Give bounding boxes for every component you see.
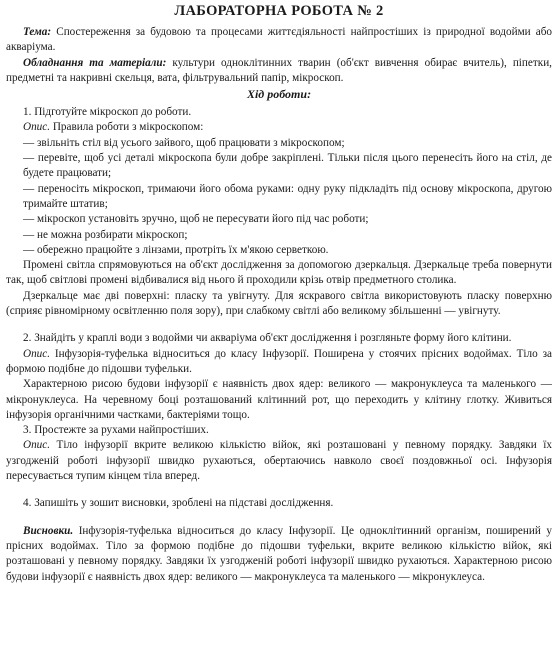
- step-1-desc-label: Опис.: [23, 121, 51, 134]
- step-3-desc-text: Тіло інфузорії вкрите великою кількістю війок, які розташовані у певному порядку. Завдяки їх узгодженій роботі інфузорії швидко рухаються, обертаючись навколо своєї поздовжньої осі. Інфузорія пересувається тупим кінцем тіла вперед.: [6, 439, 552, 483]
- page-title: ЛАБОРАТОРНА РОБОТА № 2: [174, 3, 384, 19]
- step-1-desc-text: Правила роботи з мікроскопом:: [50, 121, 204, 134]
- rule-item: — звільніть стіл від усього зайвого, щоб працювати з мікроскопом;: [23, 136, 345, 149]
- step-1-description: [6, 120, 552, 135]
- conclusions-label: Висновки.: [23, 524, 74, 537]
- rule-item: — перевіте, щоб усі деталі мікроскопа були добре закріплені. Тільки після цього перенесіть його на стіл, де будете працювати;: [23, 152, 552, 180]
- equipment-paragraph: [6, 56, 552, 87]
- light-paragraph-1: Промені світла спрямовуються на об'єкт дослідження за допомогою дзеркальця. Дзеркальце треба повернути так, щоб світлові промені відбивалися від нього й проходили крізь отвір предметного столика.: [6, 259, 552, 287]
- conclusions-paragraph: [6, 524, 552, 585]
- light-paragraph-2: Дзеркальце має дві поверхні: пласку та увігнуту. Для яскравого світла використовують пласку поверхню (сприяє рівномірному освітленню поля зору), при слабкому світлі або великому збільшенні — увігнуту.: [6, 289, 552, 318]
- rule-item: — мікроскоп установіть зручно, щоб не пересувати його під час роботи;: [23, 213, 369, 226]
- step-3-desc-label: Опис.: [23, 439, 51, 452]
- step-1: 1. Підготуйте мікроскоп до роботи.: [23, 106, 192, 119]
- step-2-paragraph: Характерною рисою будови інфузорії є наявність двох ядер: великого — макронуклеуса та маленького — мікронуклеуса. На черевному боці розташований клітинний рот, що переходить у клітину глотку. Живиться інфузорія органічними частками, бактеріями тощо.: [6, 378, 552, 421]
- step-3-description: [6, 438, 552, 484]
- step-2-desc-label: Опис.: [23, 347, 51, 360]
- step-2-description: [6, 347, 552, 378]
- theme-label: Тема:: [23, 26, 52, 38]
- section-heading: Хід роботи:: [246, 87, 312, 102]
- equipment-label: Обладнання та матеріали:: [23, 56, 167, 69]
- document-page: [6, 0, 552, 585]
- rule-item: — переносіть мікроскоп, тримаючи його обома руками: одну руку підкладіть під основу мікроскопа, другою тримайте штатив;: [23, 182, 552, 210]
- theme-paragraph: [6, 25, 552, 56]
- step-3: 3. Простежте за рухами найпростіших.: [23, 424, 209, 437]
- step-2: 2. Знайдіть у краплі води з водойми чи акваріума об'єкт дослідження і розгляньте форму його клітини.: [23, 332, 512, 345]
- step-4: 4. Запишіть у зошит висновки, зроблені на підставі дослідження.: [23, 497, 334, 510]
- rule-item: — обережно працюйте з лінзами, протріть їх м'якою серветкою.: [23, 243, 329, 256]
- conclusions-text: Інфузорія-туфелька відноситься до класу Інфузорії. Це одноклітинний організм, поширений у прісних водоймах. Тіло за формою подібне до підошви туфельки, вкрите великою кількістю війок, які розташовані у певному порядку. Завдяки їх узгодженій роботі інфузорії швидко рухаються. Характерною рисою будови інфузорії є наявність двох ядер: великого — макронуклеуса та маленького — мікронуклеуса.: [6, 524, 552, 583]
- rule-item: — не можна розбирати мікроскоп;: [23, 228, 188, 241]
- theme-text: Спостереження за будовою та процесами життєдіяльності найпростіших із природної водойми або акваріума.: [6, 26, 552, 54]
- step-2-desc-text: Інфузорія-туфелька відноситься до класу Інфузорії. Поширена у стоячих прісних водоймах. Тіло за формою подібне до підошви туфельки.: [6, 347, 552, 375]
- equipment-text: культури одноклітинних тварин (об'єкт вивчення обирає вчитель), піпетки, предметні та накривні скельця, вата, фільтрувальний папір, мікроскоп.: [6, 56, 552, 84]
